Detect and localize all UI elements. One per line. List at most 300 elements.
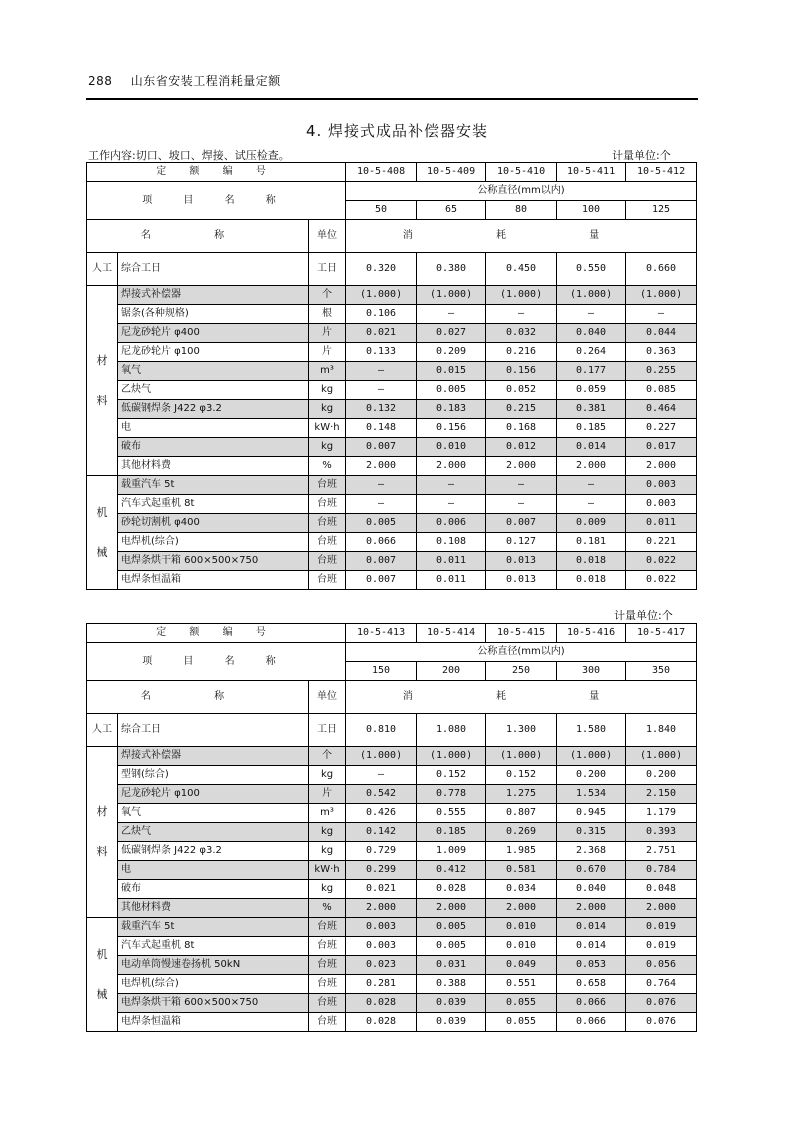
table-row <box>87 994 697 1013</box>
item-value: (1.000) <box>626 286 697 305</box>
item-value: 0.007 <box>346 552 417 571</box>
quota-code: 10-5-411 <box>557 163 626 182</box>
item-name: 焊接式补偿器 <box>118 286 309 305</box>
table-row <box>87 400 697 419</box>
category-machinery <box>87 918 118 1032</box>
nominal-diameter-header: 公称直径(mm以内) <box>346 643 697 662</box>
item-unit: kg <box>309 438 346 457</box>
item-value: 0.019 <box>626 937 697 956</box>
item-value: 0.363 <box>626 343 697 362</box>
item-unit: 台班 <box>309 956 346 975</box>
quota-code: 10-5-408 <box>346 163 417 182</box>
item-value: 0.281 <box>346 975 417 994</box>
item-unit: 台班 <box>309 495 346 514</box>
item-value: 0.200 <box>557 766 626 785</box>
item-value: 0.810 <box>346 714 417 747</box>
item-value: 0.764 <box>626 975 697 994</box>
item-value: 0.550 <box>557 253 626 286</box>
table-row <box>87 286 697 305</box>
category-materials <box>87 747 118 918</box>
item-value: 0.005 <box>417 918 486 937</box>
item-name: 砂轮切割机 φ400 <box>118 514 309 533</box>
item-name: 低碳钢焊条 J422 φ3.2 <box>118 400 309 419</box>
item-value: 0.215 <box>486 400 557 419</box>
item-value: 2.000 <box>626 457 697 476</box>
item-name: 其他材料费 <box>118 899 309 918</box>
item-value: 0.106 <box>346 305 417 324</box>
item-value: 2.150 <box>626 785 697 804</box>
item-value: 1.580 <box>557 714 626 747</box>
nominal-diameter: 350 <box>626 662 697 681</box>
item-value: (1.000) <box>346 747 417 766</box>
item-value: 0.027 <box>417 324 486 343</box>
item-value: 0.003 <box>346 918 417 937</box>
item-unit: 个 <box>309 747 346 766</box>
item-value: 1.534 <box>557 785 626 804</box>
table-row <box>87 975 697 994</box>
item-value: 0.055 <box>486 994 557 1013</box>
quota-code-label: 定 额 编 号 <box>87 624 346 643</box>
category-char: 材 <box>96 805 108 818</box>
item-value: 0.085 <box>626 381 697 400</box>
item-name: 氧气 <box>118 804 309 823</box>
item-value: — <box>417 305 486 324</box>
item-value: 0.014 <box>557 918 626 937</box>
item-value: 0.019 <box>626 918 697 937</box>
item-value: — <box>417 495 486 514</box>
item-unit: 台班 <box>309 533 346 552</box>
name-column-header: 名 称 <box>87 220 309 253</box>
item-value: 2.000 <box>557 899 626 918</box>
item-value: — <box>417 476 486 495</box>
item-value: 0.007 <box>346 438 417 457</box>
item-value: 0.076 <box>626 994 697 1013</box>
item-value: 0.017 <box>626 438 697 457</box>
item-value: 2.000 <box>417 457 486 476</box>
item-value: 0.185 <box>557 419 626 438</box>
item-value: 0.177 <box>557 362 626 381</box>
item-value: 0.255 <box>626 362 697 381</box>
table-row <box>87 937 697 956</box>
item-value: 0.127 <box>486 533 557 552</box>
item-value: 0.066 <box>557 994 626 1013</box>
item-value: 0.006 <box>417 514 486 533</box>
quota-code: 10-5-410 <box>486 163 557 182</box>
table-row <box>87 624 697 643</box>
item-value: 2.000 <box>626 899 697 918</box>
table-row <box>87 804 697 823</box>
item-value: 0.003 <box>346 937 417 956</box>
item-value: — <box>346 495 417 514</box>
item-value: (1.000) <box>346 286 417 305</box>
item-unit: 台班 <box>309 994 346 1013</box>
item-value: 0.670 <box>557 861 626 880</box>
item-unit: 台班 <box>309 975 346 994</box>
item-name: 电焊机(综合) <box>118 533 309 552</box>
item-value: (1.000) <box>417 747 486 766</box>
item-value: 0.388 <box>417 975 486 994</box>
nominal-diameter: 300 <box>557 662 626 681</box>
category-char: 料 <box>96 845 108 858</box>
item-value: 0.034 <box>486 880 557 899</box>
category-labor: 人工 <box>87 253 118 286</box>
table-row <box>87 476 697 495</box>
item-value: 0.056 <box>626 956 697 975</box>
item-value: 0.044 <box>626 324 697 343</box>
item-unit: 台班 <box>309 571 346 590</box>
item-value: 0.021 <box>346 324 417 343</box>
category-char: 机 <box>96 505 108 519</box>
category-char: 材 <box>96 353 108 367</box>
quota-code: 10-5-413 <box>346 624 417 643</box>
item-value: 0.007 <box>486 514 557 533</box>
item-value: 0.039 <box>417 1013 486 1032</box>
table2-body <box>87 624 697 1032</box>
item-unit: 台班 <box>309 514 346 533</box>
table-row <box>87 514 697 533</box>
item-value: 0.055 <box>486 1013 557 1032</box>
item-value: 0.216 <box>486 343 557 362</box>
item-name: 尼龙砂轮片 φ400 <box>118 324 309 343</box>
item-value: 0.022 <box>626 552 697 571</box>
item-value: — <box>486 476 557 495</box>
item-unit: 个 <box>309 286 346 305</box>
table-row <box>87 842 697 861</box>
item-value: 0.807 <box>486 804 557 823</box>
category-char: 料 <box>96 393 108 407</box>
item-value: 2.000 <box>417 899 486 918</box>
item-value: — <box>557 495 626 514</box>
item-value: 0.227 <box>626 419 697 438</box>
item-value: — <box>626 305 697 324</box>
item-value: 2.000 <box>346 899 417 918</box>
item-value: 0.059 <box>557 381 626 400</box>
item-unit: 台班 <box>309 476 346 495</box>
item-value: 0.032 <box>486 324 557 343</box>
item-unit: 工日 <box>309 714 346 747</box>
item-value: 0.393 <box>626 823 697 842</box>
unit-column-header: 单位 <box>309 681 346 714</box>
item-value: 0.013 <box>486 552 557 571</box>
item-value: 0.003 <box>626 476 697 495</box>
item-value: 1.275 <box>486 785 557 804</box>
item-name: 乙炔气 <box>118 823 309 842</box>
item-value: 0.542 <box>346 785 417 804</box>
item-name: 电焊条烘干箱 600×500×750 <box>118 994 309 1013</box>
item-value: 0.010 <box>486 937 557 956</box>
item-value: 0.156 <box>486 362 557 381</box>
table-row <box>87 823 697 842</box>
item-unit: kW·h <box>309 419 346 438</box>
item-value: 0.658 <box>557 975 626 994</box>
nominal-diameter: 150 <box>346 662 417 681</box>
item-value: 2.000 <box>486 457 557 476</box>
item-name: 汽车式起重机 8t <box>118 937 309 956</box>
item-unit: % <box>309 457 346 476</box>
item-value: 0.142 <box>346 823 417 842</box>
item-value: 0.053 <box>557 956 626 975</box>
item-unit: kW·h <box>309 861 346 880</box>
item-value: 0.011 <box>417 571 486 590</box>
item-value: 0.269 <box>486 823 557 842</box>
item-unit: kg <box>309 842 346 861</box>
item-unit: m³ <box>309 804 346 823</box>
item-value: 0.729 <box>346 842 417 861</box>
item-value: — <box>557 476 626 495</box>
nominal-diameter-header: 公称直径(mm以内) <box>346 182 697 201</box>
table-row <box>87 785 697 804</box>
item-value: 2.751 <box>626 842 697 861</box>
item-value: — <box>486 305 557 324</box>
section-title: 4. 焊接式成品补偿器安装 <box>305 122 489 140</box>
item-value: 0.209 <box>417 343 486 362</box>
table-row <box>87 880 697 899</box>
item-value: 0.551 <box>486 975 557 994</box>
item-value: 0.066 <box>346 533 417 552</box>
item-unit: % <box>309 899 346 918</box>
item-value: 0.132 <box>346 400 417 419</box>
quota-code: 10-5-417 <box>626 624 697 643</box>
table-row <box>87 381 697 400</box>
item-name: 载重汽车 5t <box>118 918 309 937</box>
item-value: 1.009 <box>417 842 486 861</box>
item-value: 2.368 <box>557 842 626 861</box>
table-row <box>87 533 697 552</box>
item-value: 0.200 <box>626 766 697 785</box>
item-unit: 片 <box>309 785 346 804</box>
item-name: 焊接式补偿器 <box>118 747 309 766</box>
item-value: 0.784 <box>626 861 697 880</box>
item-value: 0.464 <box>626 400 697 419</box>
item-unit: 台班 <box>309 918 346 937</box>
header-rule <box>86 98 698 100</box>
item-value: — <box>346 381 417 400</box>
item-name: 破布 <box>118 438 309 457</box>
item-value: 2.000 <box>557 457 626 476</box>
item-name: 电动单筒慢速卷扬机 50kN <box>118 956 309 975</box>
item-value: 0.022 <box>626 571 697 590</box>
item-value: (1.000) <box>486 286 557 305</box>
item-name: 电 <box>118 419 309 438</box>
nominal-diameter: 50 <box>346 201 417 220</box>
item-value: 0.156 <box>417 419 486 438</box>
page-number: 288 <box>88 74 113 88</box>
item-name: 尼龙砂轮片 φ100 <box>118 785 309 804</box>
item-value: 1.300 <box>486 714 557 747</box>
item-value: 0.010 <box>417 438 486 457</box>
item-value: 0.555 <box>417 804 486 823</box>
measure-unit-2: 计量单位:个 <box>614 609 673 622</box>
table-row <box>87 899 697 918</box>
item-value: 0.315 <box>557 823 626 842</box>
nominal-diameter: 100 <box>557 201 626 220</box>
nominal-diameter: 200 <box>417 662 486 681</box>
item-value: — <box>486 495 557 514</box>
item-name: 乙炔气 <box>118 381 309 400</box>
quota-code: 10-5-412 <box>626 163 697 182</box>
item-value: 0.945 <box>557 804 626 823</box>
table-row <box>87 714 697 747</box>
item-value: 0.181 <box>557 533 626 552</box>
item-value: 0.028 <box>346 994 417 1013</box>
item-value: 0.031 <box>417 956 486 975</box>
item-name: 电焊机(综合) <box>118 975 309 994</box>
item-value: (1.000) <box>557 747 626 766</box>
item-name: 低碳钢焊条 J422 φ3.2 <box>118 842 309 861</box>
item-value: 0.066 <box>557 1013 626 1032</box>
item-value: 0.133 <box>346 343 417 362</box>
table-row <box>87 220 697 253</box>
item-value: 0.003 <box>626 495 697 514</box>
nominal-diameter: 65 <box>417 201 486 220</box>
item-value: 0.018 <box>557 571 626 590</box>
item-unit: kg <box>309 766 346 785</box>
consumption-header: 消 耗 量 <box>346 681 697 714</box>
item-value: 0.076 <box>626 1013 697 1032</box>
item-value: 0.014 <box>557 937 626 956</box>
item-value: 0.028 <box>346 1013 417 1032</box>
item-value: 0.028 <box>417 880 486 899</box>
item-value: 0.018 <box>557 552 626 571</box>
item-unit: 根 <box>309 305 346 324</box>
quota-code: 10-5-414 <box>417 624 486 643</box>
item-value: 1.840 <box>626 714 697 747</box>
item-unit: 工日 <box>309 253 346 286</box>
table-row <box>87 343 697 362</box>
item-unit: 台班 <box>309 1013 346 1032</box>
table-row <box>87 956 697 975</box>
item-value: 0.264 <box>557 343 626 362</box>
item-value: 0.381 <box>557 400 626 419</box>
item-name: 综合工日 <box>118 714 309 747</box>
item-value: 2.000 <box>486 899 557 918</box>
quota-table-2 <box>86 623 697 1032</box>
table-row <box>87 495 697 514</box>
item-value: 1.179 <box>626 804 697 823</box>
table-row <box>87 182 697 201</box>
book-title: 山东省安装工程消耗量定额 <box>130 74 281 88</box>
item-name: 电焊条烘干箱 600×500×750 <box>118 552 309 571</box>
quota-code: 10-5-409 <box>417 163 486 182</box>
item-value: 0.148 <box>346 419 417 438</box>
category-char: 械 <box>96 545 108 559</box>
item-value: 1.080 <box>417 714 486 747</box>
table-row <box>87 918 697 937</box>
category-labor: 人工 <box>87 714 118 747</box>
item-value: 0.778 <box>417 785 486 804</box>
table-row <box>87 552 697 571</box>
item-value: 0.108 <box>417 533 486 552</box>
item-value: 0.048 <box>626 880 697 899</box>
category-char: 机 <box>96 947 108 961</box>
item-value: — <box>557 305 626 324</box>
item-value: — <box>346 362 417 381</box>
item-name: 电焊条恒温箱 <box>118 1013 309 1032</box>
item-unit: 片 <box>309 343 346 362</box>
item-value: 0.380 <box>417 253 486 286</box>
table-row <box>87 643 697 662</box>
item-value: (1.000) <box>417 286 486 305</box>
item-value: — <box>346 766 417 785</box>
quota-table-1 <box>86 162 697 590</box>
table-row <box>87 681 697 714</box>
item-name: 氧气 <box>118 362 309 381</box>
table-row <box>87 253 697 286</box>
item-value: 0.052 <box>486 381 557 400</box>
table-row <box>87 571 697 590</box>
item-value: 0.040 <box>557 880 626 899</box>
item-value: 0.152 <box>417 766 486 785</box>
item-name: 破布 <box>118 880 309 899</box>
item-unit: kg <box>309 880 346 899</box>
item-value: 0.660 <box>626 253 697 286</box>
quota-code-label: 定 额 编 号 <box>87 163 346 182</box>
item-value: 0.005 <box>417 937 486 956</box>
table-row <box>87 438 697 457</box>
page-header <box>88 72 295 89</box>
item-value: 0.320 <box>346 253 417 286</box>
item-value: 0.010 <box>486 918 557 937</box>
item-value: 0.152 <box>486 766 557 785</box>
item-name: 尼龙砂轮片 φ100 <box>118 343 309 362</box>
table-row <box>87 766 697 785</box>
unit-column-header: 单位 <box>309 220 346 253</box>
table-row <box>87 747 697 766</box>
item-value: 0.007 <box>346 571 417 590</box>
table-row <box>87 163 697 182</box>
table-row <box>87 861 697 880</box>
table-row <box>87 324 697 343</box>
table-row <box>87 1013 697 1032</box>
table-row <box>87 419 697 438</box>
item-value: 0.015 <box>417 362 486 381</box>
table1-body <box>87 163 697 590</box>
item-value: 0.011 <box>417 552 486 571</box>
item-name: 锯条(各种规格) <box>118 305 309 324</box>
item-value: 0.183 <box>417 400 486 419</box>
nominal-diameter: 250 <box>486 662 557 681</box>
item-value: 0.040 <box>557 324 626 343</box>
consumption-header: 消 耗 量 <box>346 220 697 253</box>
quota-code: 10-5-416 <box>557 624 626 643</box>
measure-unit-1: 计量单位:个 <box>612 149 671 162</box>
table-row <box>87 362 697 381</box>
item-value: 0.168 <box>486 419 557 438</box>
item-value: — <box>346 476 417 495</box>
item-name: 型钢(综合) <box>118 766 309 785</box>
item-value: 1.985 <box>486 842 557 861</box>
quota-code: 10-5-415 <box>486 624 557 643</box>
item-name: 综合工日 <box>118 253 309 286</box>
item-value: 0.011 <box>626 514 697 533</box>
item-name: 汽车式起重机 8t <box>118 495 309 514</box>
item-unit: kg <box>309 381 346 400</box>
work-content: 工作内容:切口、坡口、焊接、试压检查。 <box>88 149 290 162</box>
item-unit: m³ <box>309 362 346 381</box>
item-name-label: 项 目 名 称 <box>87 182 346 220</box>
item-name: 电焊条恒温箱 <box>118 571 309 590</box>
category-char: 械 <box>96 987 108 1001</box>
item-value: 0.013 <box>486 571 557 590</box>
item-value: 0.412 <box>417 861 486 880</box>
item-value: 0.039 <box>417 994 486 1013</box>
table-row <box>87 457 697 476</box>
item-name: 其他材料费 <box>118 457 309 476</box>
nominal-diameter: 80 <box>486 201 557 220</box>
item-value: 0.023 <box>346 956 417 975</box>
item-value: (1.000) <box>626 747 697 766</box>
item-value: 0.021 <box>346 880 417 899</box>
